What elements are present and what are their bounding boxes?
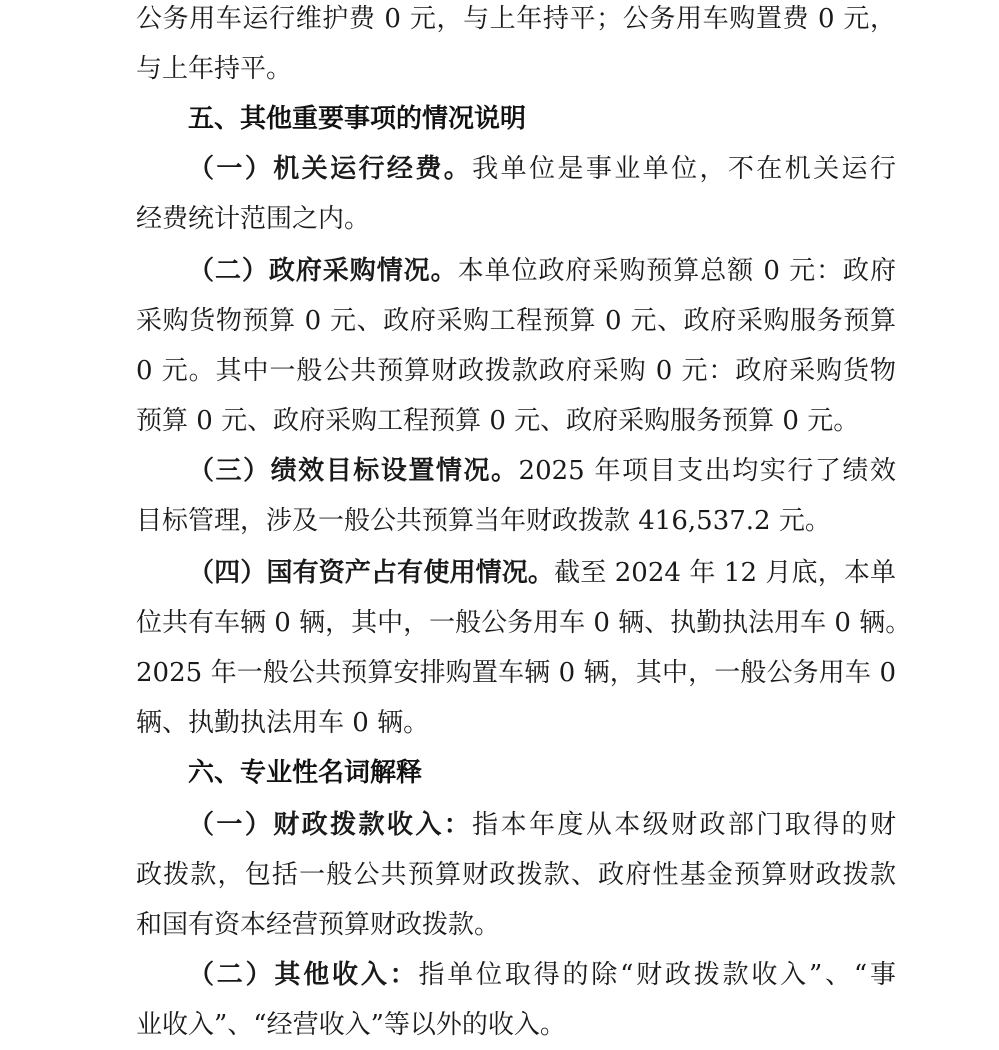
paragraph-line: 位共有车辆 0 辆，其中，一般公务用车 0 辆、执勤执法用车 0 辆。: [136, 608, 912, 638]
item-label: （一）机关运行经费。: [188, 154, 473, 184]
item-text: 指本年度从本级财政部门取得的财: [472, 810, 896, 840]
paragraph-line: [188, 800, 896, 850]
section-heading-5: 五、其他重要事项的情况说明: [188, 104, 527, 134]
item-text: 指单位取得的除“财政拨款收入”、“事: [418, 960, 896, 990]
paragraph-line: 和国有资本经营预算财政拨款。: [136, 910, 501, 940]
paragraph-line: [188, 548, 896, 598]
paragraph-line: [188, 246, 896, 296]
paragraph-line: 预算 0 元、政府采购工程预算 0 元、政府采购服务预算 0 元。: [136, 406, 860, 436]
paragraph-line: [188, 446, 896, 496]
paragraph-line: 目标管理，涉及一般公共预算当年财政拨款 416,537.2 元。: [136, 506, 831, 536]
item-text: 截至 2024 年 12 月底，本单: [554, 558, 896, 588]
paragraph-line: 业收入”、“经营收入”等以外的收入。: [136, 1010, 566, 1040]
item-text: 本单位政府采购预算总额 0 元：政府: [457, 256, 896, 286]
item-label: （三）绩效目标设置情况。: [188, 456, 519, 486]
item-label: （二）其他收入：: [188, 960, 419, 990]
item-label: （二）政府采购情况。: [188, 256, 458, 286]
paragraph-line: 政拨款，包括一般公共预算财政拨款、政府性基金预算财政拨款: [136, 860, 896, 890]
paragraph-line: 采购货物预算 0 元、政府采购工程预算 0 元、政府采购服务预算: [136, 306, 896, 336]
paragraph-line: 0 元。其中一般公共预算财政拨款政府采购 0 元：政府采购货物: [136, 356, 896, 386]
item-label: （四）国有资产占有使用情况。: [188, 558, 555, 588]
paragraph-line: 经费统计范围之内。: [136, 204, 371, 234]
item-label: （一）财政拨款收入：: [188, 810, 473, 840]
paragraph-line: 与上年持平。: [136, 54, 293, 84]
paragraph-line: 辆、执勤执法用车 0 辆。: [136, 708, 430, 738]
item-text: 2025 年项目支出均实行了绩效: [518, 456, 896, 486]
paragraph-line: [188, 950, 896, 1000]
paragraph-line: [188, 144, 896, 194]
paragraph-line: 公务用车运行维护费 0 元，与上年持平；公务用车购置费 0 元，: [136, 4, 896, 34]
section-heading-6: 六、专业性名词解释: [188, 758, 423, 788]
paragraph-line: 2025 年一般公共预算安排购置车辆 0 辆，其中，一般公务用车 0: [136, 658, 896, 688]
item-text: 我单位是事业单位，不在机关运行: [472, 154, 896, 184]
